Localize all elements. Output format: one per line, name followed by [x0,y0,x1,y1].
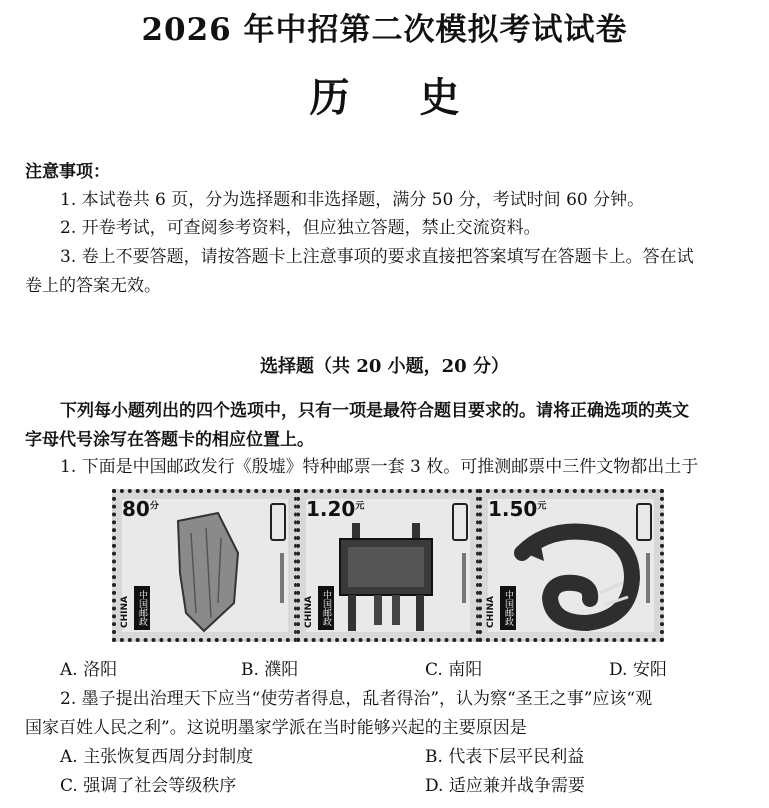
bronze-ding-image [300,493,484,646]
q2-stem-1: 2. 墨子提出治理天下应当“使劳者得息，乱者得治”，认为察“圣王之事”应该“观 [60,689,653,709]
exam-title: 2026 年中招第二次模拟考试试卷 [141,12,628,48]
stamp-post-mark: 中国邮政 [500,586,516,630]
oracle-bone-image [116,493,302,646]
q1-stem: 1. 下面是中国邮政发行《殷墟》特种邮票一套 3 枚。可推测邮票中三件文物都出土于 [60,457,699,477]
q1-option-c: C. 南阳 [425,660,483,680]
section-title: 选择题（共 20 小题，20 分） [260,356,509,377]
stamp-post-mark: 中国邮政 [134,586,150,630]
q2-option-b: B. 代表下层平民利益 [425,747,585,767]
stamp-bronze-ding [296,489,480,642]
stamp-oracle-bone [112,489,298,642]
stamp-country: CHINA [304,596,314,628]
notice-item-3: 3. 卷上不要答题，请按答题卡上注意事项的要求直接把答案填写在答题卡上。答在试 [60,247,694,267]
q1-option-d: D. 安阳 [609,660,667,680]
notice-item-3-cont: 卷上的答案无效。 [25,276,161,296]
stamp-jade-dragon [478,489,664,642]
section-instruction-1: 下列每小题列出的四个选项中，只有一项是最符合题目要求的。请将正确选项的英文 [60,401,689,421]
q2-stem-2: 国家百姓人民之利”。这说明墨家学派在当时能够兴起的主要原因是 [25,718,527,738]
stamp-value: $1.20^元$ [306,497,365,521]
q2-option-d: D. 适应兼并战争需要 [425,776,585,796]
stamp-country: CHINA [486,596,496,628]
section-instruction-2: 字母代号涂写在答题卡的相应位置上。 [25,430,314,450]
stamp-set [112,489,664,642]
stamp-post-mark: 中国邮政 [318,586,334,630]
jade-dragon-image [482,493,668,646]
q1-option-a: A. 洛阳 [60,660,118,680]
q1-option-b: B. 濮阳 [241,660,299,680]
q2-option-c: C. 强调了社会等级秩序 [60,776,237,796]
stamp-country: CHINA [120,596,130,628]
notice-item-2: 2. 开卷考试，可查阅参考资料，但应独立答题，禁止交流资料。 [60,218,541,238]
stamp-value: $1.50^元$ [488,497,547,521]
q2-option-a: A. 主张恢复西周分封制度 [60,747,254,767]
notice-item-1: 1. 本试卷共 6 页，分为选择题和非选择题，满分 50 分，考试时间 60 分钟。 [60,190,645,210]
notice-heading: 注意事项： [25,162,110,182]
stamp-value: $80^分$ [122,497,159,521]
exam-subject: 历史 [309,74,530,121]
